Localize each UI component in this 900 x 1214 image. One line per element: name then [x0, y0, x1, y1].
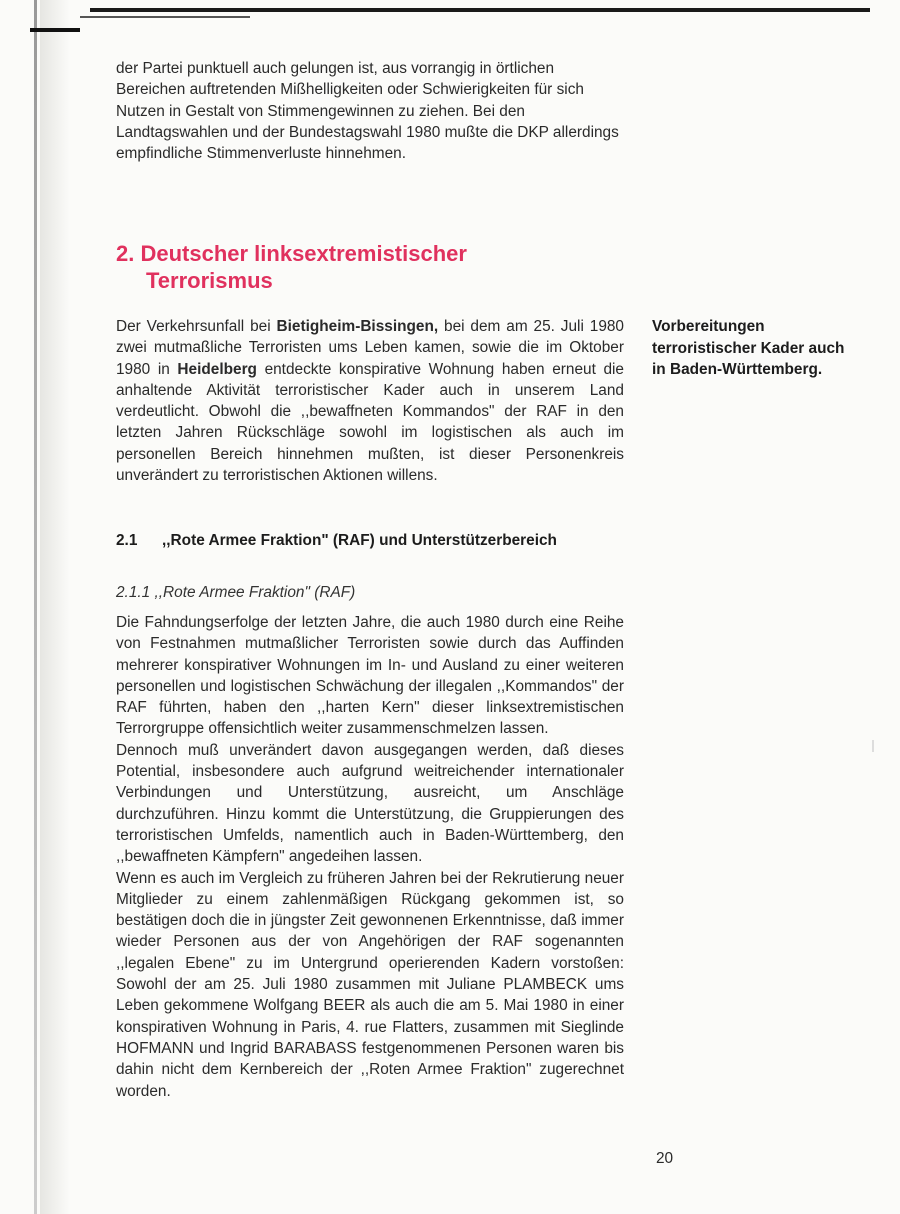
binding-edge: [34, 0, 37, 1214]
section-2-text: [116, 316, 624, 486]
section-2-text-mid: bei dem am 25. Juli 1980 zwei mutmaßliche Terroristen ums Leben kamen, sowie die im Oktober 1980 in: [116, 318, 624, 378]
section-2-1-1-body: [116, 612, 624, 1102]
intro-text: der Partei punktuell auch gelungen ist, aus vorrangig in örtlichen Bereichen auftretenden Mißhelligkeiten oder Schwierigkeiten für sich Nutzen in Gestalt von Stimmengewinnen zu ziehen. Bei den Landtagswahlen und der Bundestagswahl 1980 mußte die DKP allerdings empfindliche Stimmenverluste hinnehmen.: [116, 60, 619, 163]
section-2-1-1-heading: 2.1.1 ,,Rote Armee Fraktion" (RAF): [116, 584, 356, 601]
scan-smudge: [872, 740, 874, 752]
section-2-1-heading: [116, 530, 616, 552]
section-2-text-end: entdeckte konspirative Wohnung haben erneut die anhaltende Aktivität terroristischer Kader auch in unserem Land verdeutlicht. Obwohl die ,,bewaffneten Kommandos" der RAF in den letzten Jahren Rückschläge sowohl im logistischen als auch im personellen Bereich hinnehmen mußten, ist dieser Personenkreis unverändert zu terroristischen Aktionen willens.: [116, 360, 624, 485]
intro-paragraph: [116, 58, 624, 164]
section-2-1-1-paragraph-2: Dennoch muß unverändert davon ausgegangen werden, daß dieses Potential, insbesondere auch aufgrund weitreichender internationaler Verbindungen und Unterstützung, ausreicht, um Anschläge durchzuführen. Hinzu kommt die Unterstützung, die Gruppierungen des terroristischen Umfelds, namentlich auch in Baden-Württemberg, den ,,bewaffneten Kämpfern" angedeihen lassen.: [116, 741, 624, 866]
place-bietigheim: Bietigheim-Bissingen,: [276, 318, 439, 335]
place-heidelberg: Heidelberg: [177, 360, 257, 378]
section-2-heading-line2: Terrorismus: [146, 268, 273, 293]
section-2-paragraph: [116, 316, 624, 486]
section-2-1-1-paragraph-1: Die Fahndungserfolge der letzten Jahre, die auch 1980 durch eine Reihe von Festnahmen mutmaßlicher Terroristen sowie durch das Auffinden mehrerer konspirativer Wohnungen im In- und Ausland zu einer weiteren personellen und logistischen Schwächung der illegalen ,,Kommandos" der RAF führten, haben den ,,harten Kern" dieser linksextremistischen Terrorgruppe offensichtlich weiter zusammenschmelzen lassen.: [116, 614, 624, 738]
margin-note: Vorbereitungen terroristischer Kader auch in Baden-Württemberg.: [652, 318, 845, 378]
section-2-heading-line1: 2. Deutscher linksextremistischer: [116, 241, 467, 266]
section-2-text-start: Der Verkehrsunfall bei: [116, 318, 277, 335]
binding-corner-mark: [30, 28, 80, 32]
page-number: 20: [656, 1150, 674, 1167]
section-2-1-number: 2.1: [116, 532, 138, 549]
page-gutter-shadow: [40, 0, 70, 1214]
section-2-heading: [116, 240, 616, 294]
section-2-1-title: ,,Rote Armee Fraktion" (RAF) und Unterstützerbereich: [162, 532, 557, 549]
top-scan-edge: [90, 8, 870, 12]
section-2-1-1-paragraph-3: Wenn es auch im Vergleich zu früheren Jahren bei der Rekrutierung neuer Mitglieder zu einem zahlenmäßigen Rückgang gekommen ist, so bestätigen doch die in jüngster Zeit gewonnenen Erkenntnisse, daß immer wieder Personen aus der von Angehörigen der RAF sogenannten ,,legalen Ebene" zu im Untergrund operierenden Kadern vorstoßen: Sowohl der am 25. Juli 1980 zusammen mit Juliane PLAMBECK ums Leben gekommene Wolfgang BEER als auch die am 5. Mai 1980 in einer konspirativen Wohnung in Paris, 4. rue Flatters, zusammen mit Sieglinde HOFMANN und Ingrid BARABASS festgenommenen Personen waren bis dahin nicht dem Kernbereich der ,,Roten Armee Fraktion" zugerechnet worden.: [116, 869, 624, 1100]
top-scan-edge-short: [80, 16, 250, 18]
